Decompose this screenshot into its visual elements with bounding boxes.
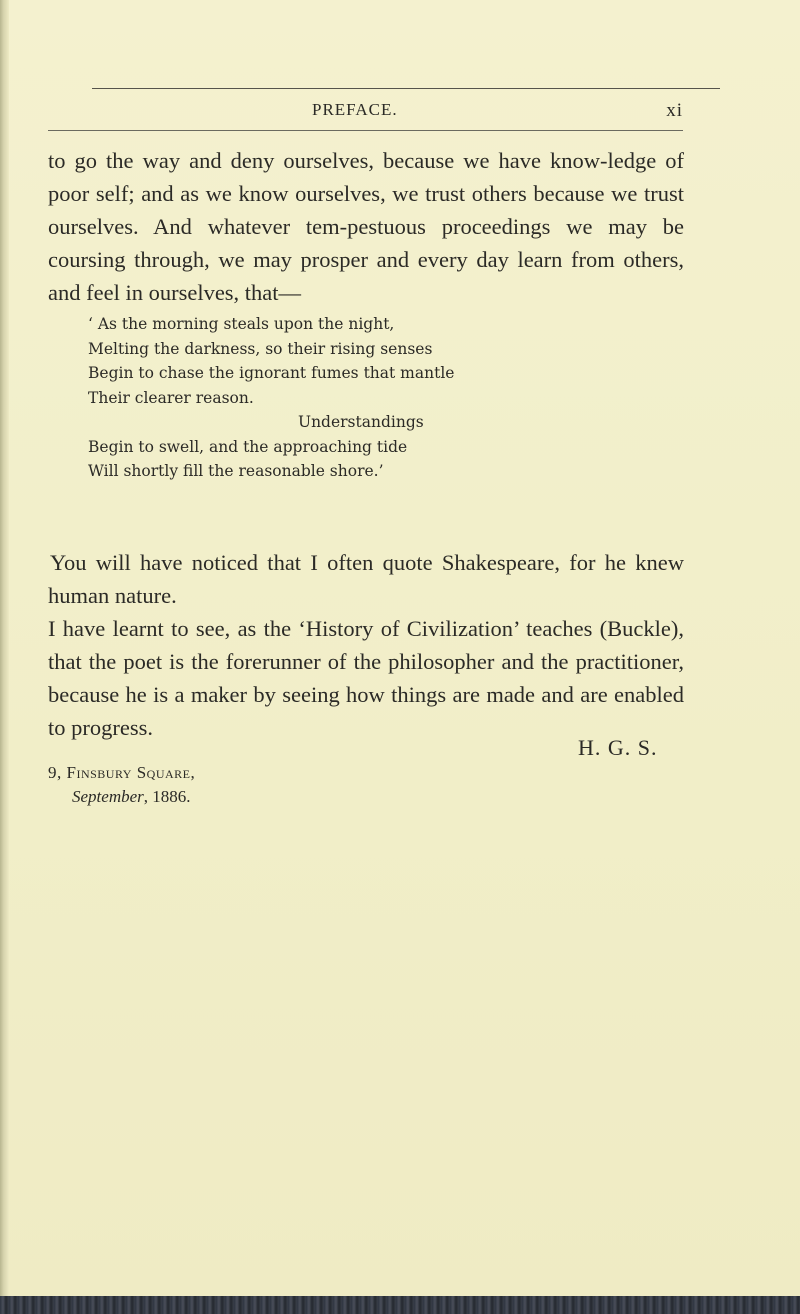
verse-quotation [88,312,628,484]
page-gutter-edge [0,0,9,1296]
paragraph-text: You will have noticed that I often quote Shakespeare, for he knew human nature. [48,550,684,608]
verse-line: Melting the darkness, so their rising senses [88,339,433,358]
page-number: xi [666,100,683,121]
body-paragraphs-2 [48,546,684,744]
verse-line: Will shortly fill the reasonable shore.’ [88,462,384,480]
address-line: 9, Finsbury Square, [48,763,196,782]
body-paragraph-1 [48,144,684,309]
date-year: , 1886. [143,787,191,806]
verse-line: Their clearer reason. [88,388,254,407]
signature-initials: H. G. S. [578,735,658,760]
running-title: PREFACE. [312,100,398,119]
paragraph-text: to go the way and deny ourselves, because we have know-ledge of poor self; and as we know ourselves, we trust others because we trust ourselves. And whatever tem-pestuous proceedings we may be coursing through, we may prosper and every day learn from others, and feel in ourselves, that— [48,148,684,305]
verse-line: Begin to chase the ignorant fumes that mantle [88,364,455,382]
header-rule [48,130,683,131]
scan-bottom-edge [0,1296,800,1314]
verse-line: Understandings [298,413,424,431]
address-block [48,761,195,809]
top-rule [92,88,720,89]
date-line [48,785,195,809]
verse-line: ‘ As the morning steals upon the night, [88,315,395,333]
paragraph-text: I have learnt to see, as the ‘History of Civilization’ teaches (Buckle), that the poet is the forerunner of the philosopher and the practitioner, because he is a maker by seeing how things are made and are enabled to progress. [48,616,684,740]
running-header [48,100,683,124]
date-month: September [72,787,144,806]
verse-line: Begin to swell, and the approaching tide [88,437,408,456]
